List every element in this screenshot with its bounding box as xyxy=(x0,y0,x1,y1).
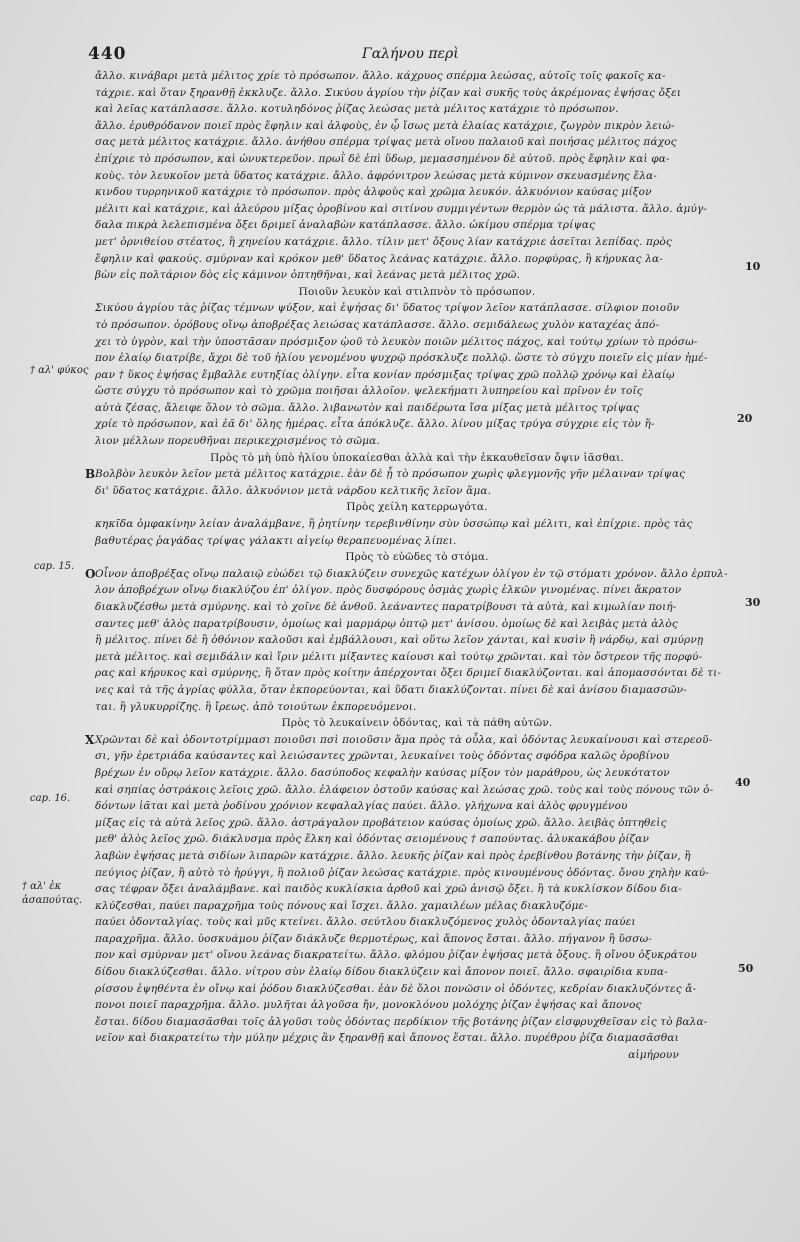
text-line xyxy=(95,765,739,782)
line-text: μετὰ μέλιτος. καὶ σεμιδάλιν καὶ ἴριν μέλιτι μίξαντες καίουσι καὶ τούτῳ χρῶνται. καὶ τὸν ὄστρεον τῆς πορφύ- xyxy=(95,650,703,663)
margin-note: cap. 16. xyxy=(30,793,71,804)
text-line xyxy=(95,815,739,832)
text-line xyxy=(95,317,739,334)
line-text: δόντων ἰᾶται καὶ μετὰ ῥοδίνου χρόνιον κεφαλαλγίας παύει. ἄλλο. γλήχωνα καὶ ἁλὸς φρυγμένου xyxy=(95,800,628,813)
line-text: ραν † ὕκος ἑψήσας ἔμβαλλε ευτηξίας ὀλίγην. εἶτα κονίαν πρόσμιξας τρίψας χρῶ πολλῷ χρόνῳ καὶ ἐλαίῳ xyxy=(95,368,675,381)
line-text: σας μετὰ μέλιτος κατάχριε. ἄλλο. ἀνήθου σπέρμα τρίψας μετὰ οἴνου παλαιοῦ καὶ ποιήσας μέλιτος πάχος xyxy=(95,136,677,149)
line-text: βαθυτέρας ῥαγάδας τρίψας γάλακτι αἰγείῳ θεραπευομένας λίπει. xyxy=(95,534,457,547)
line-text: παύει ὀδονταλγίας. τοὺς καὶ μῦς κτείνει. ἄλλο. σεύτλου διακλυζόμενος χυλὸς ὀδονταλγίας παύει xyxy=(95,916,636,929)
line-text: δι' ὕδατος κατάχριε. ἄλλο. ἀλκυόνιον μετὰ νάρδου κελτικῆς λεῖον ἅμα. xyxy=(95,484,492,497)
line-text: ἔφηλιν καὶ φακούς. σμύρναν καὶ κρόκον μεθ' ὕδατος λεάνας κατάχριε. ἄλλο. πορφύρας, ἢ κήρυκας λα- xyxy=(95,252,663,265)
main-text-block xyxy=(85,68,739,1064)
margin-note: † αλ' φύκος xyxy=(30,365,89,376)
line-text: κηκῖδα ὀμφακίνην λείαν ἀναλάμβανε, ἢ ῥητίνην τερεβινθίνην σὺν ὑσσώπῳ καὶ μέλιτι, καὶ ἐπίχριε. πρὸς τὰς xyxy=(95,518,693,531)
text-line xyxy=(85,566,739,583)
section-heading xyxy=(95,284,739,301)
text-line xyxy=(85,732,739,749)
text-line xyxy=(95,981,739,998)
line-text: δαλα πικρὰ λελεπισμένα ὄξει δριμεῖ ἀναλαβὼν κατάπλασσε. ἄλλο. ὠκίμου σπέρμα τρίψας xyxy=(95,219,596,232)
text-line xyxy=(95,831,739,848)
line-text: μεθ' ἁλὸς λεῖος χρῶ. διάκλυσμα πρὸς ἕλκη καὶ ὀδόντας σειομένους † σαπούντας. ἀλυκακάβου ῥίζαν xyxy=(95,833,650,846)
line-text: Πρὸς τὸ λευκαίνειν ὀδόντας, καὶ τὰ πάθη αὐτῶν. xyxy=(281,717,553,730)
line-text: λιον μέλλων πορευθῆναι περικεχρισμένος τὸ σῶμα. xyxy=(95,435,380,448)
text-line xyxy=(95,168,739,185)
line-text: Ποιοῦν λευκὸν καὶ στιλπνὸν τὸ πρόσωπον. xyxy=(298,285,536,298)
line-text: Σικύου ἀγρίου τὰς ῥίζας τέμνων ψύξον, καὶ ἑψήσας δι' ὕδατος τρίψον λεῖον κατάπλασσε. σίλφιον ποιοῦν xyxy=(95,302,680,315)
line-text: πον ἐλαίῳ διατρίβε, ἄχρι δὲ τοῦ ἡλίου γενομένου ψυχρῷ πρόσκλυζε πολλῷ. ὥστε τὸ σύγχυ ποιεῖν εἰς μίαν ἡμέ- xyxy=(95,352,708,365)
line-text: Βολβὸν λευκὸν λεῖον μετὰ μέλιτος κατάχριε. ἐὰν δὲ ᾖ τὸ πρόσωπον χωρὶς φλεγμονῆς γῆν μέλαιναν τρίψας xyxy=(95,468,686,481)
text-line xyxy=(95,931,739,948)
line-text: ρας καὶ κήρυκος καὶ σμύρνης, ἢ ὅταν πρὸς κοίτην ἀπέρχονται ὄξει δριμεῖ διακλύζονται. καὶ ἀπομασσόνται δὲ τι- xyxy=(95,667,722,680)
text-line xyxy=(95,582,739,599)
line-text: σας τέφραν ὄξει ἀναλάμβανε. καὶ παιδὸς κυκλίσκια ἀρθοῦ καὶ χρῶ ἀνισῷ ὄξει. ἢ τὰ κυκλίσκον δίδου δια- xyxy=(95,883,682,896)
text-line xyxy=(95,682,739,699)
line-number-marker: 50 xyxy=(738,962,754,975)
line-text: λαβὼν ἑψήσας μετὰ σιδίων λιπαρῶν κατάχριε. ἄλλο. λευκῆς ῥίζαν καὶ πρὸς ἐρεβίνθου βοτάνης τὴν ῥίζαν, ἢ xyxy=(95,849,691,862)
line-text: χει τὸ ὑγρὸν, καὶ τὴν ὑποστᾶσαν πρόσμιξον ᾠοῦ τὸ λευκὸν ποιῶν μέλιτος πάχος, καὶ τούτῳ χρίων τὸ πρόσω- xyxy=(95,335,698,348)
line-text: μετ' ὀρνιθείου στέατος, ἢ χηνείου κατάχριε. ἄλλο. τίλιν μετ' ὄξους λίαν κατάχριε ἀσεῖται λεπίδας. πρὸς xyxy=(95,235,672,248)
line-number-marker: 30 xyxy=(745,596,761,609)
section-heading xyxy=(95,549,739,566)
initial-letter: Β xyxy=(85,467,96,482)
text-line xyxy=(95,848,739,865)
line-text: τάχριε. καὶ ὅταν ξηρανθῇ ἐκκλυζε. ἄλλο. Σικύου ἀγρίου τὴν ῥίζαν καὶ συκῆς τοὺς ἀκρέμονας ἐψήσας ὄξει xyxy=(95,86,682,99)
line-text: τὸ πρόσωπον. ὀρόβους οἴνῳ ἀποβρέξας λειώσας κατάπλασσε. ἄλλο. σεμιδάλεως χυλὸν καταχέας ἀπό- xyxy=(95,318,660,331)
line-text: ἐπίχριε τὸ πρόσωπον, καὶ ὠνυκτερεῦον. πρωῒ δὲ ἐπὶ ὕδωρ, μεμασσημένον δὲ αὐτοῦ. πρὸς ἔφηλιν καὶ φα- xyxy=(95,152,670,165)
text-line xyxy=(95,599,739,616)
text-line xyxy=(95,251,739,268)
initial-letter: Χ xyxy=(85,732,95,747)
margin-note: cap. 15. xyxy=(34,561,75,572)
text-line xyxy=(95,898,739,915)
line-text: καὶ λεῖας κατάπλασσε. ἄλλο. κοτυληδόνος ῥίζας λεώσας μετὰ μέλιτος κατάχριε τὸ πρόσωπον. xyxy=(95,103,619,116)
initial-letter: Ο xyxy=(85,566,96,581)
text-line xyxy=(95,616,739,633)
line-text: πεύγιος ῥίζαν, ἢ αὐτὸ τὸ ἠρύγγι, ἢ πολιοῦ ῥίζαν λεώσας κατάχριε. πρὸς κινουμένους ὀδόντας. ὄνου χηλὴν καύ- xyxy=(95,866,709,879)
text-line xyxy=(95,134,739,151)
line-text: διακλυζέσθω μετὰ σμύρνης. καὶ τὸ χοῖνε δὲ ἀνθοῦ. λεάναντες παρατρίβουσι τὰ αὐτὰ, καὶ κιμωλίαν ποιή- xyxy=(95,601,677,613)
text-line xyxy=(95,964,739,981)
text-line xyxy=(95,350,739,367)
line-text: ται. ἢ γλυκυρρίζης. ἢ ἴρεως. ἀπὸ τοιούτων ἐκπορευόμενοι. xyxy=(95,700,417,713)
text-line xyxy=(95,997,739,1014)
line-text: ὥστε σύγχυ τὸ πρόσωπον καὶ τὸ χρῶμα ποιῆσαι ἀλλοῖον. ψελεκήματι λυπηρείου καὶ πρῖνον ἐν τοῖς xyxy=(95,385,643,398)
text-line xyxy=(95,1047,739,1064)
line-text: Πρὸς χείλη κατερρωγότα. xyxy=(346,501,488,514)
text-line xyxy=(95,68,739,85)
line-text: μίξας εἰς τὰ αὐτὰ λεῖος χρῶ. ἄλλο. ἀστράγαλον προβάτειον καύσας ὁμοίως χρῶ. ἄλλο. λειβὰς ὀπτηθεὶς xyxy=(95,816,667,829)
text-line xyxy=(95,699,739,716)
running-head: Γαλήνου περὶ xyxy=(362,46,459,62)
text-line xyxy=(95,400,739,417)
text-line xyxy=(95,865,739,882)
text-line xyxy=(95,649,739,666)
line-text: Πρὸς τὸ εὐῶδες τὸ στόμα. xyxy=(345,551,489,564)
margin-note: † αλ' ἐκ ἀσαπούτας. xyxy=(22,881,83,906)
text-line xyxy=(95,267,739,284)
line-text: ἢ μέλιτος. πίνει δὲ ἢ ὀθόνιον καλοῦσι καὶ ἐμβάλλουσι, καὶ οὕτω λεῖον χάνται, καὶ κυσὶν ἢ νάρδῳ, καὶ σμύρνῃ xyxy=(95,634,704,647)
line-text: μέλιτι καὶ κατάχριε, καὶ ἀλεύρου μίξας ὀροβίνου καὶ σιτίνου συμμιγέντων θερμὸν ὡς τὰ μάλιστα. ἄλλο. ἀμύγ- xyxy=(95,202,708,215)
text-line xyxy=(95,101,739,118)
text-line xyxy=(95,334,739,351)
line-text: Πρὸς τὸ μὴ ὑπὸ ἡλίου ὑποκαίεσθαι ἀλλὰ καὶ τὴν ἐκκαυθεῖσαν ὄψιν ἰᾶσθαι. xyxy=(210,451,624,464)
line-text: βὼν εἰς πολτάριον δὸς εἰς κάμινον ὀπτηθῆναι, καὶ λεάνας μετὰ μέλιτος χρῶ. xyxy=(95,269,520,282)
text-line xyxy=(95,217,739,234)
line-number-marker: 20 xyxy=(737,412,753,425)
page-number: 440 xyxy=(88,44,127,64)
line-text: ρίσσου ἑψηθέντα ἐν οἴνῳ καὶ ῥόδου διακλύζεσθαι. ἐὰν δὲ ὅλοι πονῶσιν οἱ ὀδόντες, κεδρίαν διακλυζόντες ἄ- xyxy=(95,982,697,995)
text-line xyxy=(95,85,739,102)
line-text: ἔσται. δίδου διαμασᾶσθαι τοῖς ἀλγοῦσι τοὺς ὀδόντας περδίκιον τῆς βοτάνης ῥίζαν εἰσφρυχθεῖσαν εἰς τὸ βαλα- xyxy=(95,1015,708,1028)
line-text: κινδου τυρρηνικοῦ κατάχριε τὸ πρόσωπον. πρὸς ἀλφοὺς καὶ χρῶμα λευκόν. ἀλκυόνιον καύσας μίξον xyxy=(95,186,652,199)
line-text: καὶ σηπίας ὀστράκοις λεῖοις χρῶ. ἄλλο. ἐλάφειον ὀστοῦν καύσας καὶ λεώσας χρῶ. τοὺς καὶ τοὺς πόνους τῶν ὀ- xyxy=(95,783,714,796)
text-line xyxy=(95,234,739,251)
line-text: πονοι ποιεῖ παραχρῆμα. ἄλλο. μυλῆται ἀλγοῦσα ἤν, μονοκλόνου μολόχης ῥίζαν ἑψήσας καὶ ἄπονος xyxy=(95,999,642,1012)
text-line xyxy=(95,632,739,649)
text-line xyxy=(95,533,739,550)
text-line xyxy=(95,300,739,317)
text-line xyxy=(85,466,739,483)
line-text: δίδου διακλύζεσθαι. ἄλλο. νίτρου σὺν ἐλαίῳ δίδου διακλύζειν καὶ ἄπονον ποιεῖ. ἄλλο. σφαιρίδια κυπα- xyxy=(95,966,668,979)
section-heading xyxy=(95,499,739,516)
text-line xyxy=(95,881,739,898)
text-line xyxy=(95,118,739,135)
line-text: νεῖον καὶ διακρατείτω τὴν μύλην μέχρις ἂν ξηρανθῇ καὶ ἄπονος ἔσται. ἄλλο. πυρέθρου ῥίζα διαμασᾶσθαι xyxy=(95,1032,679,1045)
line-text: Χρῶνται δὲ καὶ ὀδοντοτρίμμασι ποιοῦσι πσὶ ποιοῦσιν ἅμα πρὸς τὰ οὖλα, καὶ ὀδόντας λευκαίνουσι καὶ στερεοῦ- xyxy=(95,733,713,746)
line-text: χρίε τὸ πρόσωπον, καὶ ἐᾶ δι' ὅλης ἡμέρας. εἶτα ἀπόκλυζε. ἄλλο. λίνου μίξας τρύγα σύγχριε εἰς τὸν ἥ- xyxy=(95,418,655,431)
text-line xyxy=(95,383,739,400)
line-text: ἄλλο. ἐρυθρόδανον ποιεῖ πρὸς ἔφηλιν καὶ ἀλφοὺς, ἐν ᾧ ἴσως μετὰ ἐλαίας κατάχριε, ζωγρὸν πικρὸν λειώ- xyxy=(95,119,675,132)
text-line xyxy=(95,483,739,500)
line-text: αἱμήρουν xyxy=(628,1049,679,1062)
text-line xyxy=(95,516,739,533)
text-line xyxy=(95,151,739,168)
text-line xyxy=(95,748,739,765)
text-line xyxy=(95,665,739,682)
line-number-marker: 10 xyxy=(745,260,761,273)
text-line xyxy=(95,782,739,799)
text-line xyxy=(95,184,739,201)
line-text: ἄλλο. κινάβαρι μετὰ μέλιτος χρίε τὸ πρόσωπον. ἄλλο. κάχρυος σπέρμα λεώσας, αὐτοῖς τοῖς φακοῖς κα- xyxy=(95,70,666,82)
text-line xyxy=(95,367,739,384)
line-text: κλύζεσθαι, παύει παραχρῆμα τοὺς πόνους καὶ ἴσχει. ἄλλο. χαμαιλέων μέλας διακλυζόμε- xyxy=(95,899,588,912)
line-text: βρέχων ἐν οὔρῳ λεῖον κατάχριε. ἄλλο. δασύποδος κεφαλὴν καύσας μίξον τὸν μαράθρου, ὡς λευκότατον xyxy=(95,766,670,779)
text-line xyxy=(95,798,739,815)
text-line xyxy=(95,1030,739,1047)
text-line xyxy=(95,947,739,964)
text-line xyxy=(95,1014,739,1031)
line-text: αὐτὰ ζέσας, ἄλειφε ὅλον τὸ σῶμα. ἄλλο. λιβανωτὸν καὶ παιδέρωτα ἴσα μίξας μετὰ μέλιτος τρίψας xyxy=(95,401,640,414)
line-text: πον καὶ σμύρναν μετ' οἴνου λεάνας διακρατείτω. ἄλλο. φλόμου ῥίζαν ἑψήσας μετὰ ὄξους. ἢ οἴνου ὀξυκράτου xyxy=(95,949,697,962)
text-line xyxy=(95,416,739,433)
section-heading xyxy=(95,450,739,467)
line-text: λον ἀποβρέχων οἴνῳ διακλύζου ἐπ' ὀλίγον. πρὸς δυσφόρους ὀσμὰς χωρὶς ἑλκῶν γινομένας. πίνει ἄκρατον xyxy=(95,584,682,597)
line-text: νες καὶ τὰ τῆς ἀγρίας φύλλα, ὅταν ἐκπορεύονται, καὶ ὕδατι διακλύζονται. πίνει δὲ καὶ ἀνίσου διαμασσῶν- xyxy=(95,683,687,696)
line-number-marker: 40 xyxy=(735,776,751,789)
line-text: Οἶνον ἀποβρέξας οἴνῳ παλαιῷ εὐώδει τῷ διακλύζειν συνεχῶς κατέχων ὀλίγον ἐν τῷ στόματι χρόνον. ἄλλο ἑρπυλ- xyxy=(95,567,728,580)
line-text: παραχρῆμα. ἄλλο. ὑοσκυάμου ῥίζαν διάκλυζε θερμοτέρως, καὶ ἄπονος ἔσται. ἄλλο. πήγανον ἢ ὕσσω- xyxy=(95,932,653,945)
line-text: σαντες μεθ' ἁλὸς παρατρίβουσιν, ὁμοίως καὶ μαρμάρῳ ὀπτῷ μετ' ἀνίσου. ὁμοίως δὲ καὶ λειβὰς μετὰ ἁλὸς xyxy=(95,617,678,630)
text-line xyxy=(95,433,739,450)
line-text: σι, γῆν ἐρετριάδα καύσαντες καὶ λειώσαντες χρῶνται, λευκαίνει τοὺς ὀδόντας σφόδρα καλῶς ὀροβίνου xyxy=(95,750,670,763)
section-heading xyxy=(95,715,739,732)
text-line xyxy=(95,201,739,218)
text-line xyxy=(95,914,739,931)
line-text: κοὺς. τὸν λευκοῖον μετὰ ὕδατος κατάχριε. ἄλλο. ἀφρόνιτρον λεώσας μετὰ κύμινον σκευασμένης ἔλα- xyxy=(95,169,657,182)
